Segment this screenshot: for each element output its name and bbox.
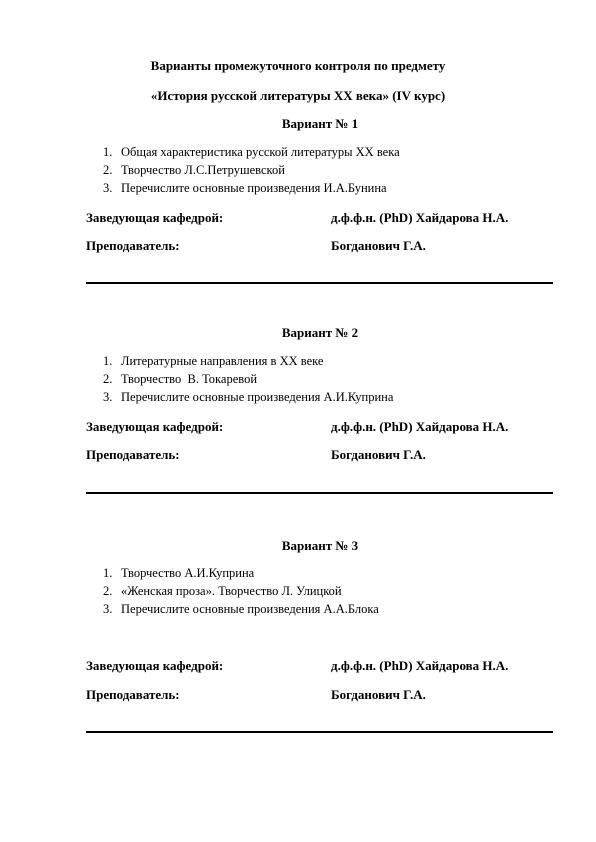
head-of-department-label: Заведующая кафедрой:: [86, 419, 224, 434]
list-item: 2. «Женская проза». Творчество Л. Улицкой: [103, 584, 342, 598]
divider-line: [86, 492, 553, 494]
list-item: 3. Перечислите основные произведения А.А.Блока: [103, 602, 379, 616]
head-of-department-label: Заведующая кафедрой:: [86, 658, 224, 673]
head-of-department-name: д.ф.ф.н. (PhD) Хайдарова Н.А.: [331, 210, 509, 225]
divider-line: [86, 282, 553, 284]
variant-title: Вариант № 1: [281, 116, 359, 131]
course-title: «История русской литературы XX века» (IV курс): [150, 88, 446, 103]
list-item: 1. Общая характеристика русской литературы XX века: [103, 145, 400, 159]
teacher-name: Богданович Г.А.: [331, 238, 426, 253]
variant-title: Вариант № 2: [281, 325, 359, 340]
teacher-name: Богданович Г.А.: [331, 687, 426, 702]
list-item: 2. Творчество Л.С.Петрушевской: [103, 163, 285, 177]
list-item: 3. Перечислите основные произведения А.И.Куприна: [103, 390, 394, 404]
head-of-department-name: д.ф.ф.н. (PhD) Хайдарова Н.А.: [331, 419, 509, 434]
variant-title: Вариант № 3: [281, 538, 359, 553]
teacher-name: Богданович Г.А.: [331, 447, 426, 462]
head-of-department-name: д.ф.ф.н. (PhD) Хайдарова Н.А.: [331, 658, 509, 673]
list-item: 3. Перечислите основные произведения И.А.Бунина: [103, 181, 387, 195]
teacher-label: Преподаватель:: [86, 687, 180, 702]
teacher-label: Преподаватель:: [86, 238, 180, 253]
divider-line: [86, 731, 553, 733]
list-item: 1. Литературные направления в XX веке: [103, 354, 324, 368]
document-title: Варианты промежуточного контроля по предмету: [150, 58, 446, 73]
list-item: 2. Творчество В. Токаревой: [103, 372, 258, 386]
head-of-department-label: Заведующая кафедрой:: [86, 210, 224, 225]
teacher-label: Преподаватель:: [86, 447, 180, 462]
list-item: 1. Творчество А.И.Куприна: [103, 566, 255, 580]
